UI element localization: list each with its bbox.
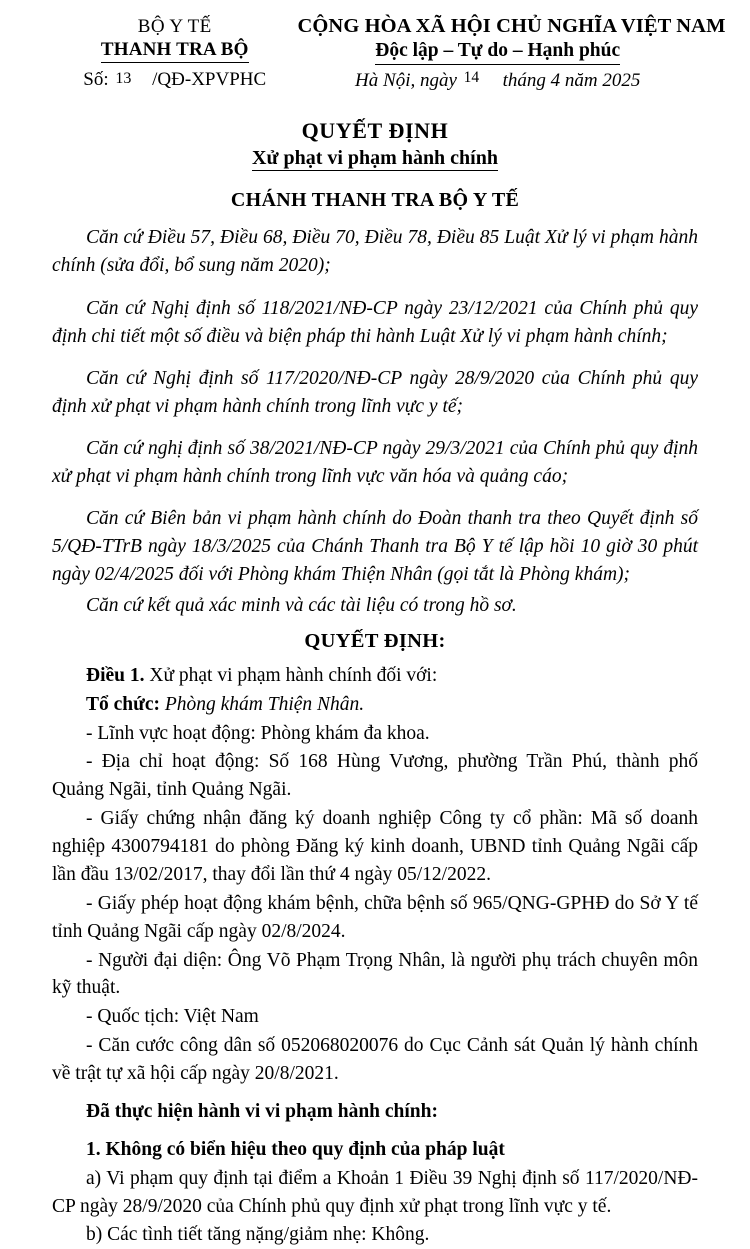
legal-basis-3: Căn cứ Nghị định số 117/2020/NĐ-CP ngày 28/9/2020 của Chính phủ quy định xử phạt vi phạm hành chính trong lĩnh vực y tế;: [52, 367, 698, 417]
detail-operation-address: - Địa chỉ hoạt động: Số 168 Hùng Vương, phường Trần Phú, thành phố Quảng Ngãi, tỉnh Quảng Ngãi.: [52, 751, 698, 801]
legal-basis-6: Căn cứ kết quả xác minh và các tài liệu có trong hồ sơ.: [86, 595, 517, 617]
organization-label: Tổ chức:: [86, 693, 160, 715]
document-subtitle: Xử phạt vi phạm hành chính: [252, 147, 498, 170]
day-value: 14: [463, 69, 480, 87]
violation-item-1-title-text: 1. Không có biển hiệu theo quy định của pháp luật: [86, 1138, 505, 1160]
organization-name: Phòng khám Thiện Nhân.: [164, 693, 365, 715]
detail-nationality: - Quốc tịch: Việt Nam: [86, 1006, 259, 1028]
detail-legal-representative: - Người đại diện: Ông Võ Phạm Trọng Nhân, là người phụ trách chuyên môn kỹ thuật.: [52, 949, 698, 999]
detail-operating-license: - Giấy phép hoạt động khám bệnh, chữa bệnh số 965/QNG-GPHĐ do Sở Y tế tỉnh Quảng Ngãi cấp ngày 02/8/2024.: [52, 892, 698, 942]
organization-line: [52, 691, 698, 719]
document-subtitle-wrap: [52, 148, 698, 171]
issuer-title: CHÁNH THANH TRA BỘ Y TẾ: [230, 189, 520, 212]
document-number-suffix: /QĐ-XPVPHC: [152, 69, 267, 91]
article-1-intro-text: Xử phạt vi phạm hành chính đối với:: [149, 664, 438, 686]
document-title: QUYẾT ĐỊNH: [301, 118, 449, 144]
month-year-text: tháng 4 năm 2025: [502, 70, 641, 92]
department-name: THANH TRA BỘ: [101, 38, 249, 63]
detail-business-registration: - Giấy chứng nhận đăng ký doanh nghiệp Công ty cổ phần: Mã số doanh nghiệp 4300794181 do phòng Đăng ký kinh doanh, UBND tỉnh Quảng Ngãi cấp lần đầu 13/02/2017, thay đổi lần thứ 4 ngày 05/12/2022.: [52, 808, 698, 885]
violation-item-1-title: [52, 1136, 698, 1164]
legal-basis-5: Căn cứ Biên bản vi phạm hành chính do Đoàn thanh tra theo Quyết định số 5/QĐ-TTrB ngày 18/3/2025 của Chánh Thanh tra Bộ Y tế lập hồi 10 giờ 30 phút ngày 02/4/2025 đối với Phòng khám Thiện Nhân (gọi tắt là Phòng khám);: [52, 508, 698, 586]
legal-basis-2: Căn cứ Nghị định số 118/2021/NĐ-CP ngày 23/12/2021 của Chính phủ quy định chi tiết một số điều và biện pháp thi hành Luật Xử lý vi phạm hành chính;: [52, 297, 698, 347]
detail-operation-field: - Lĩnh vực hoạt động: Phòng khám đa khoa.: [86, 722, 430, 744]
decides-heading: QUYẾT ĐỊNH:: [304, 630, 446, 653]
violations-heading: [52, 1098, 698, 1126]
legal-basis-1: Căn cứ Điều 57, Điều 68, Điều 70, Điều 78, Điều 85 Luật Xử lý vi phạm hành chính (sửa đổi, bổ sung năm 2020);: [52, 227, 698, 277]
document-number-line: [52, 70, 297, 89]
ministry-name: BỘ Y TẾ: [137, 16, 212, 37]
document-masthead: [52, 14, 726, 92]
place-prefix: Hà Nội, ngày: [355, 70, 457, 92]
place-and-date-line: [297, 71, 698, 90]
national-title: CỘNG HÒA XÃ HỘI CHỦ NGHĨA VIỆT NAM: [297, 15, 726, 37]
article-1-label: Điều 1.: [86, 664, 145, 686]
national-heading-block: [297, 14, 726, 92]
violation-item-1-clause-a: a) Vi phạm quy định tại điểm a Khoản 1 Điều 39 Nghị định số 117/2020/NĐ-CP ngày 28/9/2020 của Chính phủ quy định xử phạt trong lĩnh vực y tế.: [52, 1167, 698, 1217]
legal-basis-4: Căn cứ nghị định số 38/2021/NĐ-CP ngày 29/3/2021 của Chính phủ quy định xử phạt vi phạm hành chính trong lĩnh vực văn hóa và quảng cáo;: [52, 437, 698, 487]
document-number-value: 13: [115, 70, 132, 88]
national-motto: Độc lập – Tự do – Hạnh phúc: [375, 39, 620, 65]
detail-citizen-id: - Căn cước công dân số 052068020076 do Cục Cảnh sát Quản lý hành chính về trật tự xã hội cấp ngày 20/8/2021.: [52, 1035, 698, 1085]
violations-heading-text: Đã thực hiện hành vi vi phạm hành chính:: [86, 1100, 438, 1122]
issuing-authority-block: [52, 14, 297, 89]
violation-item-1-clause-b: b) Các tình tiết tăng nặng/giảm nhẹ: Không.: [86, 1224, 430, 1246]
document-number-label: Số:: [83, 69, 109, 91]
article-1-intro: [52, 662, 698, 690]
